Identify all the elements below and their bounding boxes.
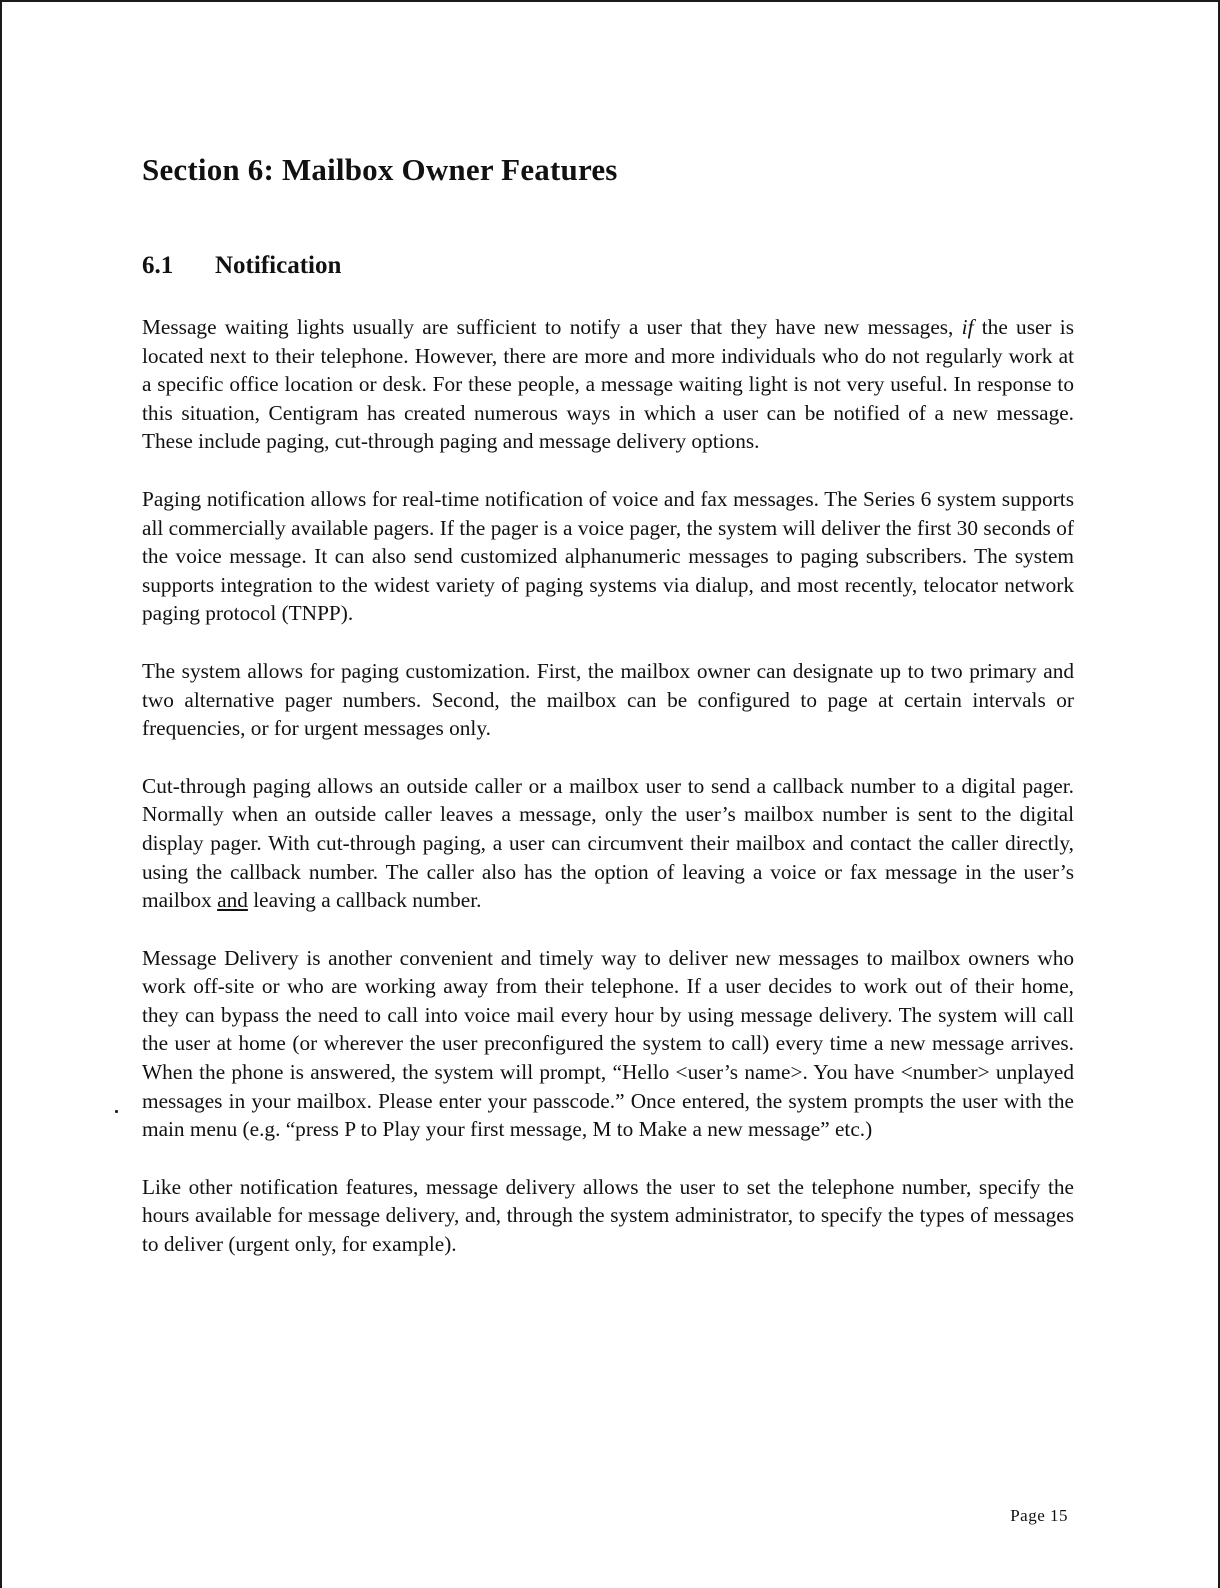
paragraph-message-delivery: Message Delivery is another convenient and timely way to deliver new messages to mailbox owners who work off-site or who are working away from their telephone. If a user decides to work out of their home, they can bypass the need to call into voice mail every hour by using message delivery. The system will call the user at home (or wherever the user preconfigured the system to call) every time a new message arrives. When the phone is answered, the system will prompt, “Hello <user’s name>. You have <number> unplayed messages in your mailbox. Please enter your passcode.” Once entered, the system prompts the user with the main menu (e.g. “press P to Play your first message, M to Make a new message” etc.) bbox=[142, 945, 1074, 1142]
paragraph-paging-notification: Paging notification allows for real-time notification of voice and fax messages. The Series 6 system supports all commercially available pagers. If the pager is a voice pager, the system will deliver the first 30 seconds of the voice message. It can also send customized alphanumeric messages to paging subscribers. The system supports integration to the widest variety of paging systems via dialup, and most recently, telocator network paging protocol (TNPP). bbox=[142, 486, 1074, 626]
paragraph-message-waiting bbox=[142, 313, 1074, 456]
body-text bbox=[142, 313, 1074, 1288]
paragraph-text: leaving a callback number. bbox=[247, 888, 482, 913]
underlined-text: and bbox=[217, 888, 248, 913]
subsection-title: Notification bbox=[215, 252, 342, 279]
scan-speck bbox=[115, 1110, 118, 1113]
paragraph-cut-through-paging bbox=[142, 772, 1074, 915]
paragraph-text: Message waiting lights usually are sufficient to notify a user that they have new messages, bbox=[142, 315, 962, 339]
emphasis-text: if bbox=[961, 315, 974, 339]
subsection-number: 6.1 bbox=[142, 252, 174, 279]
paragraph-delivery-options: Like other notification features, message delivery allows the user to set the telephone number, specify the hours available for message delivery, and, through the system administrator, to specify the types of messages to deliver (urgent only, for example). bbox=[142, 1174, 1074, 1257]
paragraph-text: Cut-through paging allows an outside caller or a mailbox user to send a callback number to a digital pager. Normally when an outside caller leaves a message, only the user’s mailbox number is sent to the digital display pager. With cut-through paging, a user can circumvent their mailbox and contact the caller directly, using the callback number. The caller also has the option of leaving a voice or fax message in the user’s mailbox bbox=[142, 773, 1074, 913]
subsection-heading bbox=[142, 252, 341, 280]
page-number: Page 15 bbox=[1010, 1506, 1068, 1525]
paragraph-text: the user is located next to their telephone. However, there are more and more individuals who do not regularly work at a specific office location or desk. For these people, a message waiting light is not very useful. In response to this situation, Centigram has created numerous ways in which a user can be notified of a new message. These include paging, cut-through paging and message delivery options. bbox=[142, 315, 1074, 454]
paragraph-paging-customization: The system allows for paging customization. First, the mailbox owner can designate up to two primary and two alternative pager numbers. Second, the mailbox can be configured to page at certain intervals or frequencies, or for urgent messages only. bbox=[142, 658, 1074, 741]
section-title: Section 6: Mailbox Owner Features bbox=[142, 152, 618, 187]
